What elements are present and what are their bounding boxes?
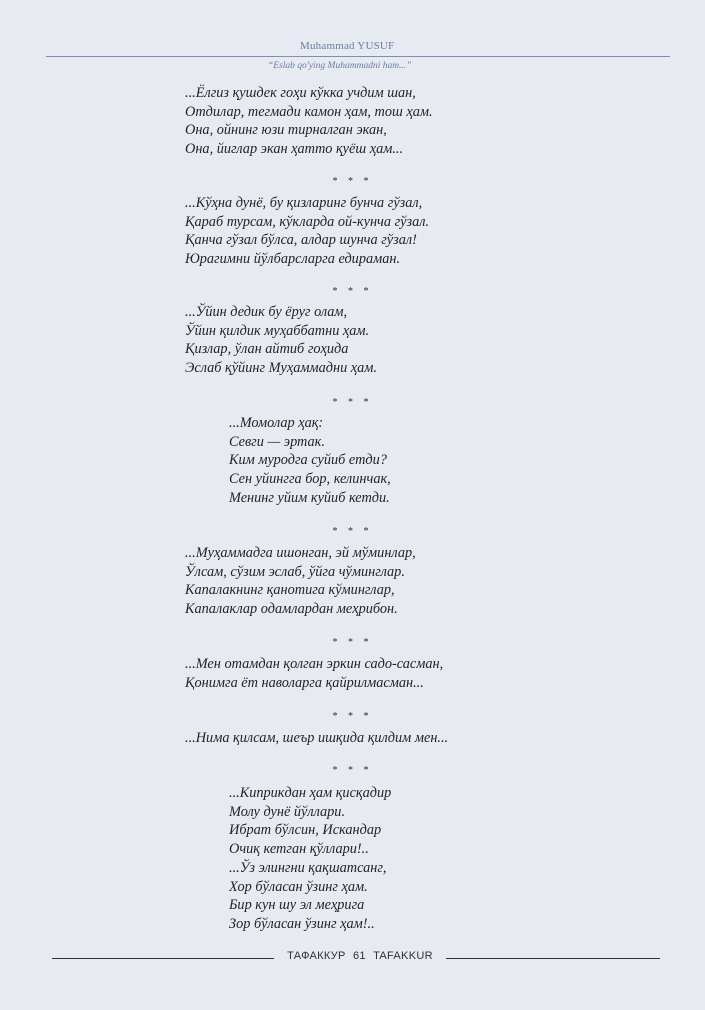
poem-line: Сен уйингга бор, келинчак, xyxy=(229,471,391,488)
stanza-4 xyxy=(229,414,391,508)
poem-line: Қонимга ёт наволарга қайрилмасман... xyxy=(185,674,424,691)
poem-line: Капалаклар одамлардан меҳрибон. xyxy=(185,601,398,618)
poem-line: Қараб турсам, кўкларда ой-кунча гўзал. xyxy=(185,213,430,230)
poem-line: Бир кун шу эл меҳрига xyxy=(229,897,365,914)
poem-line: Менинг уйим куйиб кетди. xyxy=(229,489,390,506)
poem-line: Капалакнинг қанотига кўминглар, xyxy=(185,582,395,599)
poem-line: Хор бўласан ўзинг ҳам. xyxy=(229,878,368,895)
page-footer xyxy=(0,950,705,970)
footer-left-word: ТАФАККУР xyxy=(287,950,346,962)
poem-line: Ўйин қилдик муҳаббатни ҳам. xyxy=(185,322,370,339)
poem-line: Она, ойнинг юзи тирналган экан, xyxy=(185,122,387,139)
poem-line: Ибрат бўлсин, Искандар xyxy=(229,822,382,839)
poem-line: Эслаб қўйинг Муҳаммадни ҳам. xyxy=(185,360,377,377)
stanza-separator: * * * xyxy=(332,765,373,776)
poem-line: Очиқ кетган қўллари!.. xyxy=(229,841,369,858)
stanza-3 xyxy=(185,303,377,378)
stanza-separator: * * * xyxy=(332,286,373,297)
stanza-separator: * * * xyxy=(332,526,373,537)
stanza-separator: * * * xyxy=(332,397,373,408)
poem-line: ...Муҳаммадга ишонган, эй мўминлар, xyxy=(185,545,416,561)
poem-line: ...Мен отамдан қолган эркин садо-сасман, xyxy=(185,656,444,672)
poem-line: ...Нима қилсам, шеър ишқида қилдим мен... xyxy=(185,730,449,746)
poem-line: ...Киприкдан ҳам қисқадир xyxy=(229,785,392,801)
poem-line: Молу дунё йўллари. xyxy=(229,803,346,820)
poem-line: Ўлсам, сўзим эслаб, ўйга чўминглар. xyxy=(185,563,405,580)
stanza-7 xyxy=(185,729,448,748)
stanza-separator: * * * xyxy=(332,176,373,187)
footer-right-word: TAFAKKUR xyxy=(373,950,433,962)
poem-line: ...Ёлгиз қушдек гоҳи кўкка учдим шан, xyxy=(185,85,416,101)
header-subtitle: “Eslab qo'ying Muhammadni ham...” xyxy=(268,61,412,71)
poem-line: Севги — эртак. xyxy=(229,433,325,450)
stanza-8 xyxy=(229,784,391,934)
poem-line: ...Момолар ҳақ: xyxy=(229,415,324,431)
stanza-6 xyxy=(185,655,443,692)
poem-line: Юрагимни йўлбарсларга едираман. xyxy=(185,251,401,268)
poem-line: Отдилар, тегмади камон ҳам, тош ҳам. xyxy=(185,103,433,120)
poem-line: ...Ўйин дедик бу ёруг олам, xyxy=(185,304,348,320)
poem-line: Қизлар, ўлан айтиб гоҳида xyxy=(185,341,349,358)
poem-line: ...Ўз элингни қақшатсанг, xyxy=(229,859,387,876)
poem-line: Она, йиглар экан ҳатто қуёш ҳам... xyxy=(185,141,404,158)
poem-line: ...Кўҳна дунё, бу қизларинг бунча гўзал, xyxy=(185,195,423,211)
poem-line: Қанча гўзал бўлса, алдар шунча гўзал! xyxy=(185,232,417,249)
footer-rule xyxy=(52,958,274,959)
footer-rule xyxy=(446,958,660,959)
stanza-2 xyxy=(185,194,429,269)
header-author: Muhammad YUSUF xyxy=(300,40,395,52)
page-number: 61 xyxy=(352,950,366,962)
stanza-separator: * * * xyxy=(332,711,373,722)
stanza-5 xyxy=(185,544,416,619)
poem-line: Зор бўласан ўзинг ҳам!.. xyxy=(229,915,375,932)
stanza-separator: * * * xyxy=(332,637,373,648)
stanza-1 xyxy=(185,84,433,159)
poem-line: Ким муродга суйиб етди? xyxy=(229,452,387,469)
footer-label xyxy=(280,950,440,962)
